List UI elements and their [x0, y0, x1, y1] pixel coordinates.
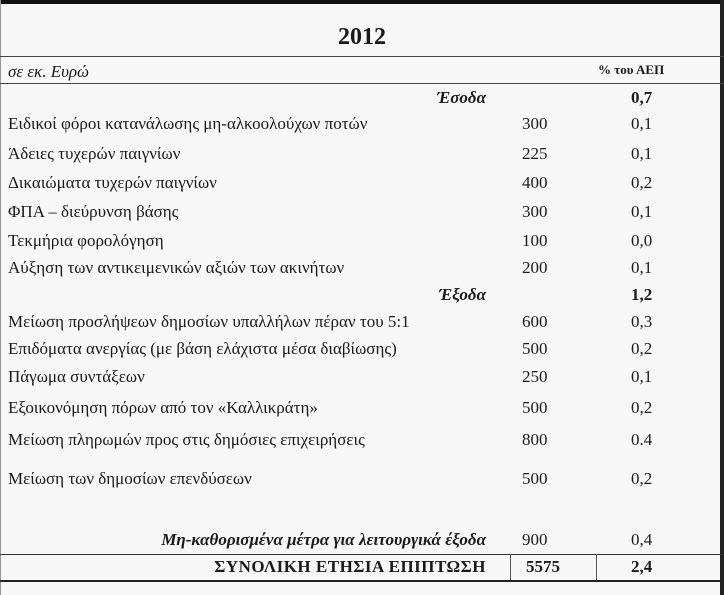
table-row — [0, 142, 724, 166]
section-label: Έξοδα — [438, 285, 486, 304]
table-row — [0, 337, 724, 361]
row-value: 300 — [522, 114, 548, 133]
row-pct: 0,2 — [631, 398, 653, 417]
row-pct: 0,1 — [631, 367, 653, 386]
row-value: 225 — [522, 144, 548, 163]
row-pct: 0,1 — [631, 144, 653, 163]
section-label: Έσοδα — [437, 88, 486, 107]
row-pct: 0,0 — [631, 231, 653, 250]
table-row — [0, 467, 724, 491]
row-label: Μείωση των δημοσίων επενδύσεων — [8, 469, 252, 488]
row-value: 500 — [522, 339, 548, 358]
row-label: Επιδόματα ανεργίας (με βάση ελάχιστα μέσα διαβίωσης) — [8, 339, 397, 358]
table-row — [0, 256, 724, 280]
total-label: ΣΥΝΟΛΙΚΗ ΕΤΗΣΙΑ ΕΠΙΠΤΩΣΗ — [214, 557, 486, 576]
section-row-revenue — [0, 86, 724, 110]
row-value: 250 — [522, 367, 548, 386]
table-row — [0, 171, 724, 195]
table-row — [0, 396, 724, 420]
table-row — [0, 112, 724, 136]
total-row — [0, 555, 724, 579]
row-value: 300 — [522, 202, 548, 221]
row-label: Πάγωμα συντάξεων — [8, 367, 145, 386]
row-value: 800 — [522, 430, 548, 449]
table-row — [0, 200, 724, 224]
row-pct: 0,3 — [631, 312, 653, 331]
row-pct: 0,2 — [631, 339, 653, 358]
total-divider-bottom — [0, 580, 724, 582]
year-title: 2012 — [338, 24, 386, 50]
header-divider — [0, 56, 724, 57]
row-value: 100 — [522, 231, 548, 250]
unspecified-measures-row — [0, 528, 724, 552]
row-label: Δικαιώματα τυχερών παιγνίων — [8, 173, 217, 192]
row-value: 500 — [522, 398, 548, 417]
row-label: Μείωση προσλήψεων δημοσίων υπαλλήλων πέραν του 5:1 — [8, 312, 410, 331]
table-row — [0, 365, 724, 389]
row-pct: 0,2 — [631, 173, 653, 192]
row-label: Αύξηση των αντικειμενικών αξιών των ακινήτων — [8, 258, 345, 277]
row-value: 400 — [522, 173, 548, 192]
row-label: Εξοικονόμηση πόρων από τον «Καλλικράτη» — [8, 398, 318, 417]
unit-label: σε εκ. Ευρώ — [8, 62, 89, 81]
row-pct: 0,7 — [631, 88, 653, 107]
top-rule — [0, 0, 724, 4]
row-value: 500 — [522, 469, 548, 488]
table-row — [0, 229, 724, 253]
row-label: Μη-καθορισμένα μέτρα για λειτουργικά έξοδα — [161, 530, 486, 549]
row-pct: 0,4 — [631, 530, 653, 549]
row-pct: 0,1 — [631, 258, 653, 277]
table-row — [0, 428, 724, 452]
subheader-divider — [0, 83, 724, 84]
row-value: 600 — [522, 312, 548, 331]
total-pct: 2,4 — [631, 557, 653, 576]
row-label: Ειδικοί φόροι κατανάλωσης μη-αλκοολούχων ποτών — [8, 114, 368, 133]
row-pct: 0,2 — [631, 469, 653, 488]
total-value: 5575 — [526, 557, 560, 576]
row-label: Τεκμήρια φορολόγηση — [8, 231, 164, 250]
row-pct: 0,1 — [631, 114, 653, 133]
row-pct: 0,1 — [631, 202, 653, 221]
row-value: 200 — [522, 258, 548, 277]
row-pct: 0.4 — [631, 430, 653, 449]
row-label: ΦΠΑ – διεύρυνση βάσης — [8, 202, 179, 221]
row-pct: 1,2 — [631, 285, 653, 304]
row-label: Άδειες τυχερών παιγνίων — [8, 144, 181, 163]
row-label: Μείωση πληρωμών προς στις δημόσιες επιχειρήσεις — [8, 430, 365, 449]
section-row-expenditure — [0, 283, 724, 307]
table-row — [0, 310, 724, 334]
row-value: 900 — [522, 530, 548, 549]
pct-gdp-header: % του ΑΕΠ — [598, 62, 665, 77]
